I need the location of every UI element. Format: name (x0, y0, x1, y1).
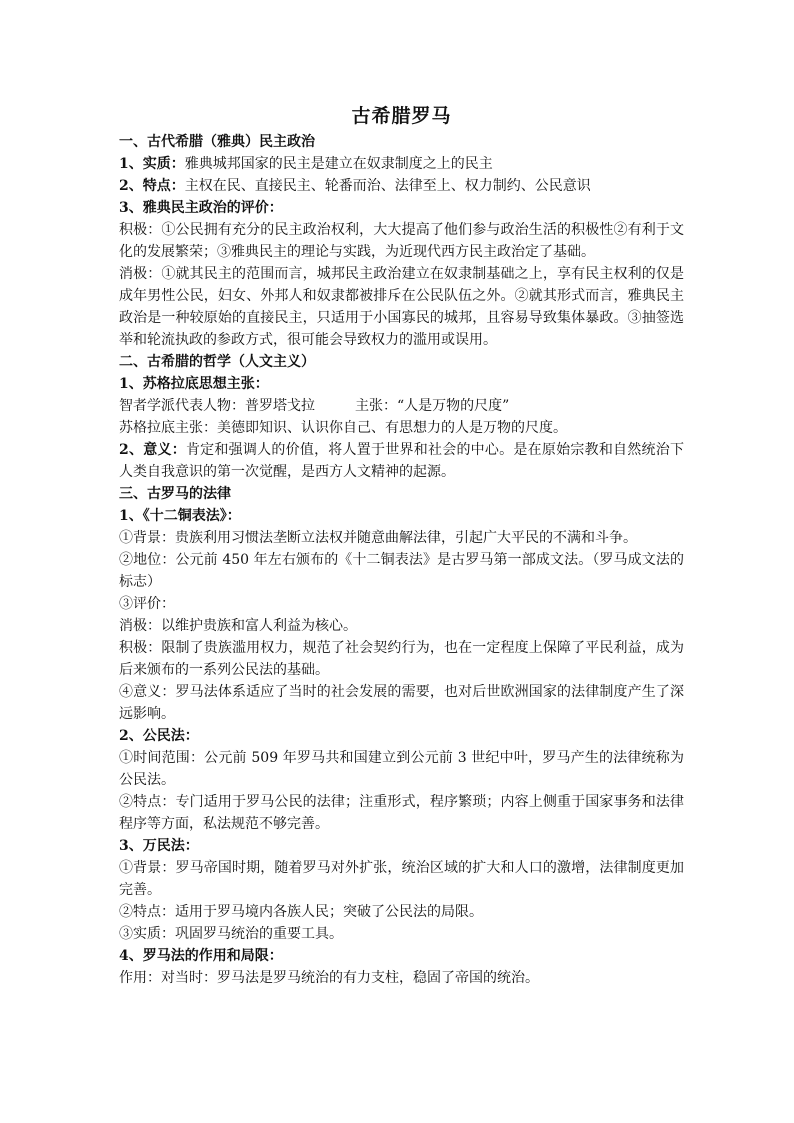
sophist-claim: 主张：“人是万物的尺度” (355, 398, 510, 414)
twelve-tables-label: 1、《十二铜表法》： (119, 508, 241, 524)
twelve-tables-significance: ④意义：罗马法体系适应了当时的社会发展的需要，也对后世欧洲国家的法律制度产生了深远影响。 (119, 684, 684, 722)
roman-law-role: 作用：对当时：罗马法是罗马统治的有力支柱，稳固了帝国的统治。 (119, 970, 539, 986)
twelve-tables-positive: 积极：限制了贵族滥用权力，规范了社会契约行为，也在一定程度上保障了平民利益，成为后来颁布的一系列公民法的基础。 (119, 640, 684, 678)
civil-law-time: ①时间范围：公元前 509 年罗马共和国建立到公元前 3 世纪中叶，罗马产生的法律统称为公民法。 (119, 750, 684, 788)
law-of-nations-background: ①背景：罗马帝国时期，随着罗马对外扩张，统治区域的扩大和人口的激增，法律制度更加完善。 (119, 860, 684, 898)
item-text: 雅典城邦国家的民主是建立在奴隶制度之上的民主 (184, 156, 493, 172)
athens-positive: 积极：①公民拥有充分的民主政治权利，大大提高了他们参与政治生活的积极性②有利于文化的发展繁荣；③雅典民主的理论与实践，为近现代西方民主政治定了基础。 (119, 222, 684, 260)
item-text: 主权在民、直接民主、轮番而治、法律至上、权力制约、公民意识 (184, 178, 591, 194)
athens-essence (119, 153, 684, 175)
item-label: 2、意义： (119, 442, 186, 458)
socrates-claims: 苏格拉底主张：美德即知识、认识你自己、有思想力的人是万物的尺度。 (119, 420, 567, 436)
law-of-nations-essence: ③实质：巩固罗马统治的重要工具。 (119, 926, 343, 942)
item-label: 1、实质： (119, 156, 185, 172)
civil-law-features: ②特点：专门适用于罗马公民的法律；注重形式，程序繁琐；内容上侧重于国家事务和法律程序等方面，私法规范不够完善。 (119, 794, 684, 832)
athens-features (119, 175, 684, 197)
section-heading-athens-democracy: 一、古代希腊（雅典）民主政治 (119, 134, 315, 150)
roman-law-role-label: 4、罗马法的作用和局限： (119, 948, 283, 964)
item-label: 2、特点： (119, 178, 185, 194)
section-heading-greek-philosophy: 二、古希腊的哲学（人文主义） (119, 354, 315, 370)
civil-law-label: 2、公民法： (119, 728, 199, 744)
twelve-tables-negative: 消极：以维护贵族和富人利益为核心。 (119, 618, 357, 634)
philosophy-significance (119, 439, 684, 483)
page-title: 古希腊罗马 (351, 105, 452, 127)
sophist-line (119, 395, 684, 417)
athens-evaluation-label: 3、雅典民主政治的评价： (119, 200, 283, 216)
athens-negative: 消极：①就其民主的范围而言，城邦民主政治建立在奴隶制基础之上，享有民主权利的仅是成年男性公民，妇女、外邦人和奴隶都被排斥在公民队伍之外。②就其形式而言，雅典民主政治是一种较原始的直接民主，只适用于小国寡民的城邦，且容易导致集体暴政。③抽签选举和轮流执政的参政方式，很可能会导致权力的滥用或误用。 (119, 266, 684, 348)
section-heading-roman-law: 三、古罗马的法律 (119, 486, 231, 502)
law-of-nations-features: ②特点：适用于罗马境内各族人民；突破了公民法的局限。 (119, 904, 483, 920)
sophist-rep: 智者学派代表人物：普罗塔戈拉 (119, 398, 315, 414)
item-text: 肯定和强调人的价值，将人置于世界和社会的中心。是在原始宗教和自然统治下人类自我意识的第一次觉醒，是西方人文精神的起源。 (119, 442, 684, 480)
twelve-tables-status: ②地位：公元前 450 年左右颁布的《十二铜表法》是古罗马第一部成文法。（罗马成文法的标志） (119, 552, 684, 590)
twelve-tables-background: ①背景：贵族利用习惯法垄断立法权并随意曲解法律，引起广大平民的不满和斗争。 (119, 530, 637, 546)
socrates-label: 1、苏格拉底思想主张： (119, 376, 269, 392)
twelve-tables-evaluation: ③评价： (119, 596, 175, 612)
law-of-nations-label: 3、万民法： (119, 838, 199, 854)
